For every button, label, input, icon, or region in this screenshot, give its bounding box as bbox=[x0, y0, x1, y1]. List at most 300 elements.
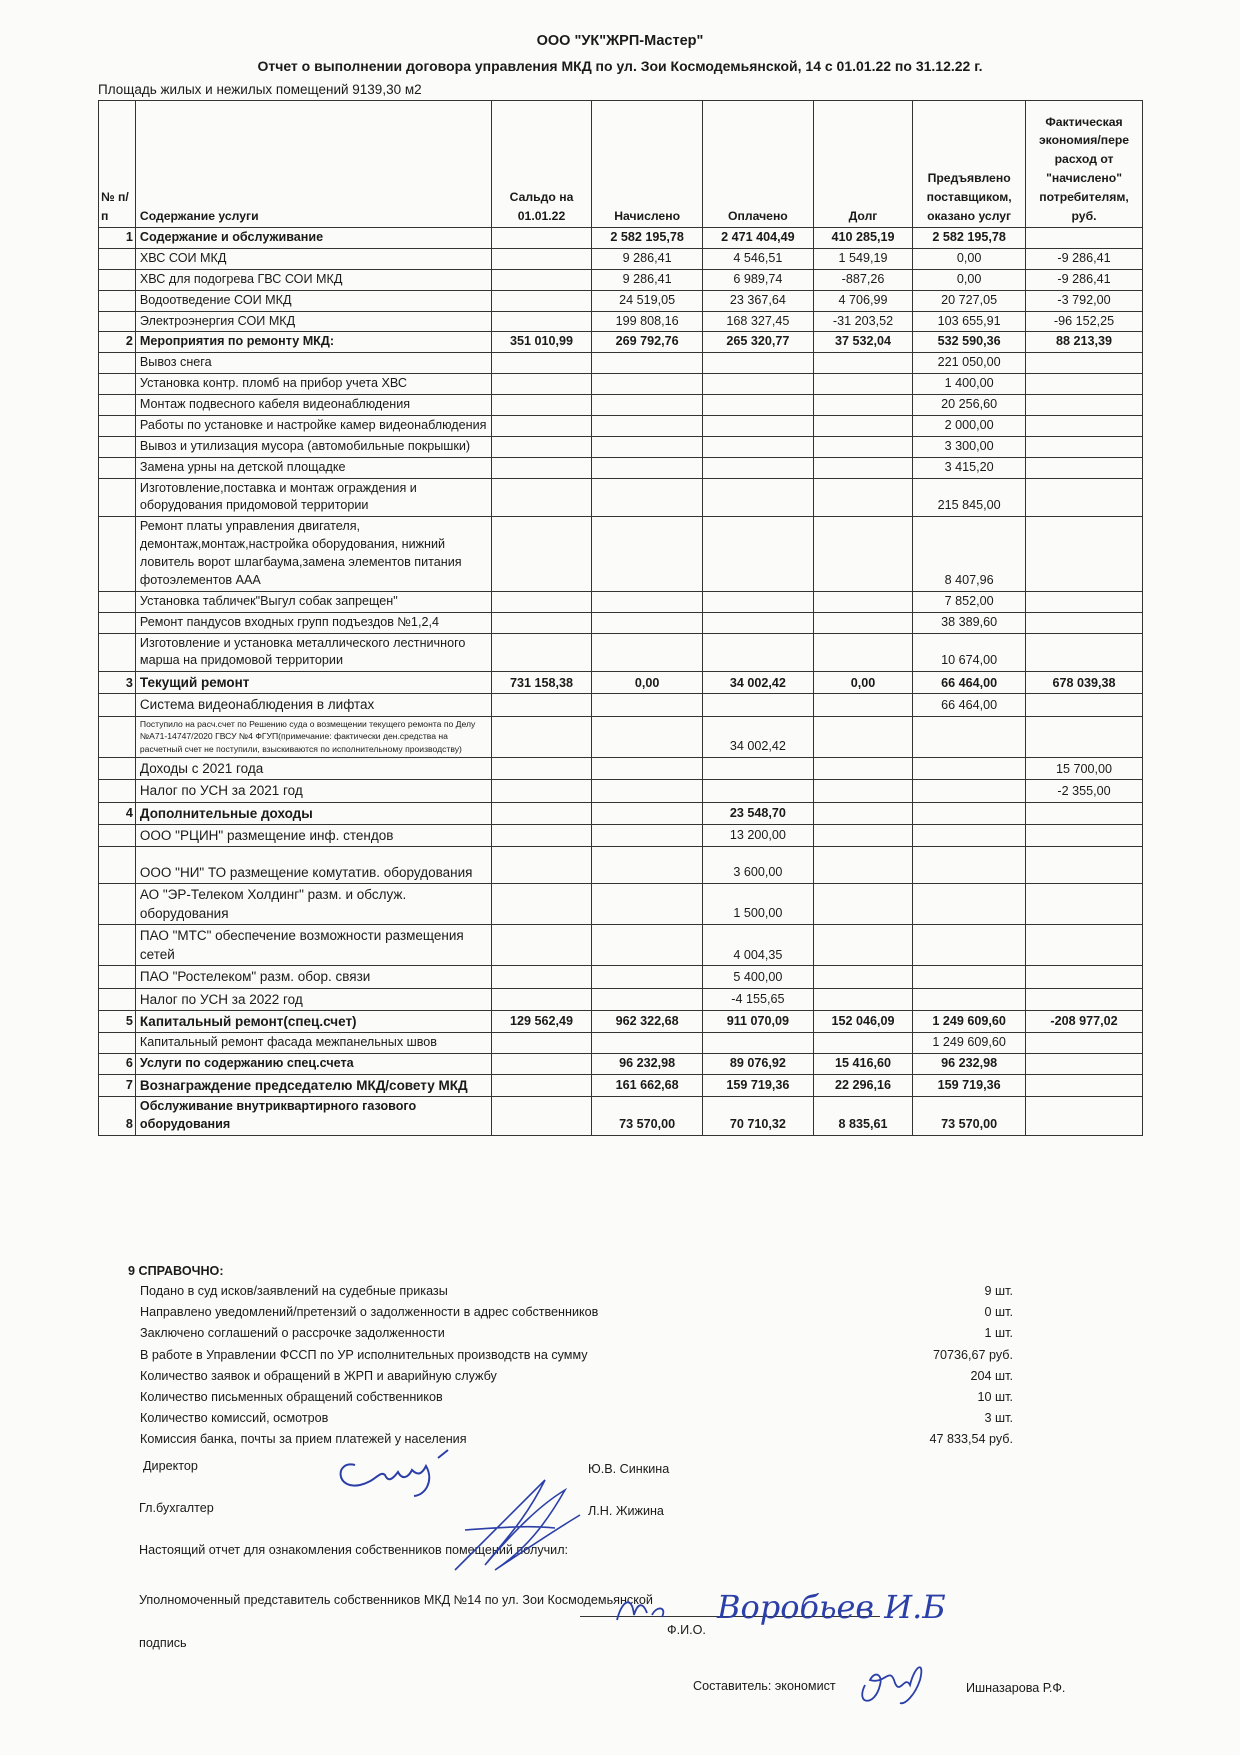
service-name: Текущий ремонт bbox=[135, 672, 491, 694]
reference-label: Подано в суд исков/заявлений на судебные приказы bbox=[140, 1284, 448, 1298]
table-row bbox=[99, 415, 1143, 436]
economy-cell bbox=[1026, 988, 1143, 1010]
economy-cell bbox=[1026, 591, 1143, 612]
paid-cell bbox=[703, 758, 814, 780]
presented-cell: 159 719,36 bbox=[913, 1074, 1026, 1096]
compiler-signature bbox=[855, 1655, 945, 1710]
row-number bbox=[99, 633, 136, 672]
debt-cell bbox=[813, 824, 912, 846]
charged-cell bbox=[592, 478, 703, 517]
presented-cell: 66 464,00 bbox=[913, 694, 1026, 716]
debt-cell: -887,26 bbox=[813, 269, 912, 290]
row-number bbox=[99, 966, 136, 988]
service-name: Дополнительные доходы bbox=[135, 802, 491, 824]
presented-cell: 532 590,36 bbox=[913, 332, 1026, 353]
economy-cell bbox=[1026, 612, 1143, 633]
reference-value: 3 шт. bbox=[984, 1411, 1013, 1426]
paid-cell: 89 076,92 bbox=[703, 1053, 814, 1074]
paid-cell: 3 600,00 bbox=[703, 846, 814, 883]
table-row bbox=[99, 846, 1143, 883]
table-row bbox=[99, 716, 1143, 758]
charged-cell: 199 808,16 bbox=[592, 311, 703, 332]
presented-cell: 2 000,00 bbox=[913, 415, 1026, 436]
paid-cell: 34 002,42 bbox=[703, 716, 814, 758]
service-name: Система видеонаблюдения в лифтах bbox=[135, 694, 491, 716]
paid-cell: 5 400,00 bbox=[703, 966, 814, 988]
director-name: Ю.В. Синкина bbox=[588, 1462, 670, 1476]
economy-cell: -96 152,25 bbox=[1026, 311, 1143, 332]
row-number bbox=[99, 290, 136, 311]
accountant-signature bbox=[445, 1470, 595, 1580]
charged-cell: 24 519,05 bbox=[592, 290, 703, 311]
charged-cell bbox=[592, 846, 703, 883]
saldo-cell: 129 562,49 bbox=[491, 1010, 592, 1032]
saldo-cell bbox=[491, 591, 592, 612]
row-number bbox=[99, 1032, 136, 1053]
economy-cell bbox=[1026, 1032, 1143, 1053]
paid-cell: 23 548,70 bbox=[703, 802, 814, 824]
debt-cell: 15 416,60 bbox=[813, 1053, 912, 1074]
report-title: Отчет о выполнении договора управления МКД по ул. Зои Космодемьянской, 14 с 01.01.22 по 31.12.22 г. bbox=[257, 58, 983, 74]
reference-value: 204 шт. bbox=[970, 1368, 1013, 1383]
charged-cell bbox=[592, 1032, 703, 1053]
debt-cell: 8 835,61 bbox=[813, 1096, 912, 1135]
debt-cell bbox=[813, 802, 912, 824]
received-text: Настоящий отчет для ознакомления собственников помещений получил: bbox=[139, 1543, 569, 1557]
row-number bbox=[99, 925, 136, 966]
paid-cell: 911 070,09 bbox=[703, 1010, 814, 1032]
row-number: 2 bbox=[99, 332, 136, 353]
reference-value: 1 шт. bbox=[984, 1326, 1013, 1341]
presented-cell: 7 852,00 bbox=[913, 591, 1026, 612]
presented-cell: 1 249 609,60 bbox=[913, 1010, 1026, 1032]
charged-cell bbox=[592, 415, 703, 436]
service-name: Налог по УСН за 2022 год bbox=[135, 988, 491, 1010]
compiler-name: Ишназарова Р.Ф. bbox=[966, 1681, 1066, 1695]
presented-cell bbox=[913, 716, 1026, 758]
table-body bbox=[99, 228, 1143, 1136]
reference-heading: 9 СПРАВОЧНО: bbox=[128, 1264, 224, 1278]
service-name: Обслуживание внутриквартирного газового оборудования bbox=[135, 1096, 491, 1135]
saldo-cell bbox=[491, 883, 592, 924]
service-name bbox=[135, 716, 491, 758]
table-row bbox=[99, 478, 1143, 517]
paid-cell: 34 002,42 bbox=[703, 672, 814, 694]
debt-cell bbox=[813, 988, 912, 1010]
header-economy: Фактическая экономия/пере расход от "начислено" потребителям, руб. bbox=[1026, 101, 1143, 228]
service-name: Содержание и обслуживание bbox=[135, 228, 491, 249]
charged-cell bbox=[592, 591, 703, 612]
row-number: 3 bbox=[99, 672, 136, 694]
debt-cell bbox=[813, 694, 912, 716]
row-number bbox=[99, 457, 136, 478]
table-row bbox=[99, 269, 1143, 290]
fio-label: Ф.И.О. bbox=[667, 1623, 706, 1637]
table-row bbox=[99, 883, 1143, 924]
paid-cell bbox=[703, 612, 814, 633]
row-number bbox=[99, 716, 136, 758]
row-number: 8 bbox=[99, 1096, 136, 1135]
header-paid: Оплачено bbox=[703, 101, 814, 228]
debt-cell bbox=[813, 374, 912, 395]
service-name: Вознаграждение председателю МКД/совету МКД bbox=[135, 1074, 491, 1096]
service-name: Установка табличек"Выгул собак запрещен" bbox=[135, 591, 491, 612]
debt-cell bbox=[813, 415, 912, 436]
presented-cell: 66 464,00 bbox=[913, 672, 1026, 694]
paid-cell bbox=[703, 780, 814, 802]
debt-cell bbox=[813, 925, 912, 966]
service-name: Капитальный ремонт(спец.счет) bbox=[135, 1010, 491, 1032]
charged-cell bbox=[592, 802, 703, 824]
saldo-cell bbox=[491, 311, 592, 332]
service-name: Установка контр. пломб на прибор учета ХВС bbox=[135, 374, 491, 395]
debt-cell bbox=[813, 716, 912, 758]
table-row bbox=[99, 633, 1143, 672]
saldo-cell bbox=[491, 228, 592, 249]
saldo-cell bbox=[491, 269, 592, 290]
table-row bbox=[99, 436, 1143, 457]
saldo-cell bbox=[491, 802, 592, 824]
charged-cell bbox=[592, 988, 703, 1010]
table-row bbox=[99, 672, 1143, 694]
paid-cell: 13 200,00 bbox=[703, 824, 814, 846]
row-number bbox=[99, 311, 136, 332]
debt-cell bbox=[813, 780, 912, 802]
table-row bbox=[99, 988, 1143, 1010]
economy-cell bbox=[1026, 824, 1143, 846]
economy-cell: 15 700,00 bbox=[1026, 758, 1143, 780]
paid-cell: 1 500,00 bbox=[703, 883, 814, 924]
reference-value: 70736,67 руб. bbox=[932, 1347, 1013, 1362]
presented-cell: 96 232,98 bbox=[913, 1053, 1026, 1074]
row-number bbox=[99, 591, 136, 612]
reference-label: Количество заявок и обращений в ЖРП и аварийную службу bbox=[140, 1368, 497, 1383]
row-number bbox=[99, 269, 136, 290]
service-name: Работы по установке и настройке камер видеонаблюдения bbox=[135, 415, 491, 436]
saldo-cell bbox=[491, 780, 592, 802]
debt-cell: 22 296,16 bbox=[813, 1074, 912, 1096]
economy-cell bbox=[1026, 716, 1143, 758]
saldo-cell bbox=[491, 925, 592, 966]
charged-cell bbox=[592, 925, 703, 966]
table-row bbox=[99, 1096, 1143, 1135]
reference-value: 10 шт. bbox=[977, 1389, 1013, 1404]
saldo-cell bbox=[491, 353, 592, 374]
paid-cell bbox=[703, 1032, 814, 1053]
charged-cell: 269 792,76 bbox=[592, 332, 703, 353]
debt-cell bbox=[813, 591, 912, 612]
paid-cell bbox=[703, 517, 814, 592]
presented-cell: 1 400,00 bbox=[913, 374, 1026, 395]
saldo-cell bbox=[491, 846, 592, 883]
paid-cell: 70 710,32 bbox=[703, 1096, 814, 1135]
saldo-cell bbox=[491, 966, 592, 988]
header-debt: Долг bbox=[813, 101, 912, 228]
saldo-cell bbox=[491, 517, 592, 592]
company-name: ООО "УК"ЖРП-Мастер" bbox=[536, 33, 704, 49]
row-number: 4 bbox=[99, 802, 136, 824]
presented-cell bbox=[913, 780, 1026, 802]
reference-item bbox=[98, 1369, 1058, 1390]
table-row bbox=[99, 332, 1143, 353]
service-name: Замена урны на детской площадке bbox=[135, 457, 491, 478]
service-name: Вывоз и утилизация мусора (автомобильные покрышки) bbox=[135, 436, 491, 457]
row-number bbox=[99, 846, 136, 883]
table-row bbox=[99, 517, 1143, 592]
charged-cell bbox=[592, 824, 703, 846]
debt-cell bbox=[813, 846, 912, 883]
row-number bbox=[99, 612, 136, 633]
table-row bbox=[99, 228, 1143, 249]
presented-cell: 10 674,00 bbox=[913, 633, 1026, 672]
presented-cell bbox=[913, 925, 1026, 966]
economy-cell: -9 286,41 bbox=[1026, 269, 1143, 290]
table-row bbox=[99, 395, 1143, 416]
service-name: Услуги по содержанию спец.счета bbox=[135, 1053, 491, 1074]
economy-cell: -3 792,00 bbox=[1026, 290, 1143, 311]
service-name: Ремонт пандусов входных групп подъездов №1,2,4 bbox=[135, 612, 491, 633]
economy-cell bbox=[1026, 883, 1143, 924]
presented-cell: 38 389,60 bbox=[913, 612, 1026, 633]
paid-cell bbox=[703, 353, 814, 374]
charged-cell: 161 662,68 bbox=[592, 1074, 703, 1096]
economy-cell: 678 039,38 bbox=[1026, 672, 1143, 694]
representative-text: Уполномоченный представитель собственников МКД №14 по ул. Зои Космодемьянской bbox=[139, 1593, 653, 1607]
presented-cell: 1 249 609,60 bbox=[913, 1032, 1026, 1053]
paid-cell: -4 155,65 bbox=[703, 988, 814, 1010]
table-header-row bbox=[99, 101, 1143, 228]
charged-cell bbox=[592, 633, 703, 672]
reference-label: Заключено соглашений о рассрочке задолженности bbox=[140, 1326, 445, 1341]
debt-cell bbox=[813, 395, 912, 416]
representative-signature bbox=[612, 1585, 952, 1635]
saldo-cell bbox=[491, 694, 592, 716]
charged-cell bbox=[592, 517, 703, 592]
service-name: Капитальный ремонт фасада межпанельных швов bbox=[135, 1032, 491, 1053]
table-row bbox=[99, 457, 1143, 478]
service-name: АО "ЭР-Телеком Холдинг" разм. и обслуж. оборудования bbox=[135, 883, 491, 924]
reference-item bbox=[98, 1284, 1058, 1305]
service-name: ООО "НИ" ТО размещение комутатив. оборудования bbox=[135, 846, 491, 883]
service-name: ПАО "МТС" обеспечение возможности размещения сетей bbox=[135, 925, 491, 966]
presented-cell: 103 655,91 bbox=[913, 311, 1026, 332]
debt-cell bbox=[813, 1032, 912, 1053]
reference-item bbox=[98, 1326, 1058, 1347]
row-number bbox=[99, 780, 136, 802]
saldo-cell bbox=[491, 415, 592, 436]
table-row bbox=[99, 694, 1143, 716]
table-row bbox=[99, 824, 1143, 846]
row-number bbox=[99, 374, 136, 395]
debt-cell bbox=[813, 457, 912, 478]
reference-section bbox=[98, 1264, 1058, 1454]
charged-cell bbox=[592, 758, 703, 780]
saldo-cell bbox=[491, 478, 592, 517]
paid-cell bbox=[703, 415, 814, 436]
debt-cell: 410 285,19 bbox=[813, 228, 912, 249]
reference-item bbox=[98, 1390, 1058, 1411]
signature-label: подпись bbox=[139, 1636, 187, 1650]
debt-cell bbox=[813, 758, 912, 780]
debt-cell bbox=[813, 478, 912, 517]
service-name: ПАО "Ростелеком" разм. обор. связи bbox=[135, 966, 491, 988]
presented-cell bbox=[913, 824, 1026, 846]
header-saldo: Сальдо на 01.01.22 bbox=[491, 101, 592, 228]
row-number bbox=[99, 517, 136, 592]
debt-cell bbox=[813, 612, 912, 633]
paid-cell bbox=[703, 374, 814, 395]
reference-value: 0 шт. bbox=[984, 1305, 1013, 1320]
table-row bbox=[99, 612, 1143, 633]
paid-cell: 159 719,36 bbox=[703, 1074, 814, 1096]
service-name: Вывоз снега bbox=[135, 353, 491, 374]
presented-cell: 3 300,00 bbox=[913, 436, 1026, 457]
presented-cell bbox=[913, 883, 1026, 924]
economy-cell bbox=[1026, 395, 1143, 416]
representative-handwritten-name: Воробьев И.Б bbox=[717, 1588, 946, 1626]
saldo-cell bbox=[491, 457, 592, 478]
paid-cell bbox=[703, 436, 814, 457]
reference-value: 47 833,54 руб. bbox=[929, 1432, 1013, 1447]
economy-cell bbox=[1026, 478, 1143, 517]
saldo-cell bbox=[491, 290, 592, 311]
debt-cell: 37 532,04 bbox=[813, 332, 912, 353]
table-row bbox=[99, 966, 1143, 988]
row-number bbox=[99, 988, 136, 1010]
paid-cell: 168 327,45 bbox=[703, 311, 814, 332]
table-row bbox=[99, 353, 1143, 374]
debt-cell: 0,00 bbox=[813, 672, 912, 694]
service-name: Изготовление и установка металлического лестничного марша на придомовой территории bbox=[135, 633, 491, 672]
row-number bbox=[99, 824, 136, 846]
row-number bbox=[99, 478, 136, 517]
debt-cell: 1 549,19 bbox=[813, 248, 912, 269]
report-table bbox=[98, 100, 1143, 1136]
debt-cell: 152 046,09 bbox=[813, 1010, 912, 1032]
presented-cell: 3 415,20 bbox=[913, 457, 1026, 478]
service-name: Монтаж подвесного кабеля видеонаблюдения bbox=[135, 395, 491, 416]
table-row bbox=[99, 1074, 1143, 1096]
row-number bbox=[99, 353, 136, 374]
row-number: 7 bbox=[99, 1074, 136, 1096]
service-name: Ремонт платы управления двигателя, демонтаж,монтаж,настройка оборудования, нижний ловитель ворот шлагбаума,замена элементов питания фотоэлементов ААА bbox=[135, 517, 491, 592]
header-charged: Начислено bbox=[592, 101, 703, 228]
saldo-cell bbox=[491, 1096, 592, 1135]
charged-cell bbox=[592, 457, 703, 478]
charged-cell: 0,00 bbox=[592, 672, 703, 694]
presented-cell: 2 582 195,78 bbox=[913, 228, 1026, 249]
table-row bbox=[99, 1053, 1143, 1074]
economy-cell: -9 286,41 bbox=[1026, 248, 1143, 269]
economy-cell bbox=[1026, 802, 1143, 824]
charged-cell bbox=[592, 436, 703, 457]
reference-item bbox=[98, 1305, 1058, 1326]
presented-cell: 73 570,00 bbox=[913, 1096, 1026, 1135]
reference-label: Количество письменных обращений собственников bbox=[140, 1389, 443, 1404]
saldo-cell bbox=[491, 248, 592, 269]
table-row bbox=[99, 780, 1143, 802]
row-number bbox=[99, 415, 136, 436]
paid-cell: 265 320,77 bbox=[703, 332, 814, 353]
row-number bbox=[99, 395, 136, 416]
debt-cell bbox=[813, 436, 912, 457]
charged-cell: 9 286,41 bbox=[592, 248, 703, 269]
reference-item bbox=[98, 1411, 1058, 1432]
economy-cell bbox=[1026, 925, 1143, 966]
accountant-label: Гл.бухгалтер bbox=[139, 1501, 214, 1515]
charged-cell: 2 582 195,78 bbox=[592, 228, 703, 249]
presented-cell: 20 727,05 bbox=[913, 290, 1026, 311]
service-name: ООО "РЦИН" размещение инф. стендов bbox=[135, 824, 491, 846]
economy-cell bbox=[1026, 694, 1143, 716]
service-name: Доходы с 2021 года bbox=[135, 758, 491, 780]
charged-cell bbox=[592, 694, 703, 716]
header-presented: Предъявлено поставщиком, оказано услуг bbox=[913, 101, 1026, 228]
economy-cell bbox=[1026, 517, 1143, 592]
presented-cell: 8 407,96 bbox=[913, 517, 1026, 592]
table-row bbox=[99, 1010, 1143, 1032]
economy-cell bbox=[1026, 436, 1143, 457]
charged-cell: 9 286,41 bbox=[592, 269, 703, 290]
saldo-cell bbox=[491, 1053, 592, 1074]
charged-cell: 962 322,68 bbox=[592, 1010, 703, 1032]
economy-cell bbox=[1026, 374, 1143, 395]
economy-cell bbox=[1026, 1074, 1143, 1096]
table-row bbox=[99, 925, 1143, 966]
economy-cell: -208 977,02 bbox=[1026, 1010, 1143, 1032]
table-row bbox=[99, 248, 1143, 269]
paid-cell: 4 004,35 bbox=[703, 925, 814, 966]
table-row bbox=[99, 758, 1143, 780]
presented-cell: 0,00 bbox=[913, 248, 1026, 269]
economy-cell: -2 355,00 bbox=[1026, 780, 1143, 802]
economy-cell bbox=[1026, 415, 1143, 436]
paid-cell: 6 989,74 bbox=[703, 269, 814, 290]
debt-cell bbox=[813, 633, 912, 672]
presented-cell bbox=[913, 988, 1026, 1010]
saldo-cell bbox=[491, 988, 592, 1010]
service-name: Мероприятия по ремонту МКД: bbox=[135, 332, 491, 353]
reference-label: Количество комиссий, осмотров bbox=[140, 1411, 329, 1426]
debt-cell bbox=[813, 883, 912, 924]
charged-cell: 73 570,00 bbox=[592, 1096, 703, 1135]
paid-cell: 23 367,64 bbox=[703, 290, 814, 311]
reference-value: 9 шт. bbox=[984, 1284, 1013, 1298]
table-row bbox=[99, 374, 1143, 395]
reference-item bbox=[98, 1348, 1058, 1369]
row-number: 5 bbox=[99, 1010, 136, 1032]
reference-label: Направлено уведомлений/претензий о задолженности в адрес собственников bbox=[140, 1305, 599, 1320]
saldo-cell bbox=[491, 758, 592, 780]
saldo-cell bbox=[491, 716, 592, 758]
debt-cell bbox=[813, 353, 912, 374]
charged-cell bbox=[592, 374, 703, 395]
charged-cell: 96 232,98 bbox=[592, 1053, 703, 1074]
debt-cell bbox=[813, 517, 912, 592]
saldo-cell bbox=[491, 824, 592, 846]
presented-cell bbox=[913, 758, 1026, 780]
service-name: Изготовление,поставка и монтаж ограждения и оборудования придомовой территории bbox=[135, 478, 491, 517]
paid-cell: 4 546,51 bbox=[703, 248, 814, 269]
debt-cell: -31 203,52 bbox=[813, 311, 912, 332]
reference-list bbox=[98, 1284, 1058, 1454]
charged-cell bbox=[592, 883, 703, 924]
accountant-name: Л.Н. Жижина bbox=[588, 1504, 664, 1518]
table-row bbox=[99, 591, 1143, 612]
economy-cell bbox=[1026, 457, 1143, 478]
economy-cell: 88 213,39 bbox=[1026, 332, 1143, 353]
saldo-cell bbox=[491, 395, 592, 416]
